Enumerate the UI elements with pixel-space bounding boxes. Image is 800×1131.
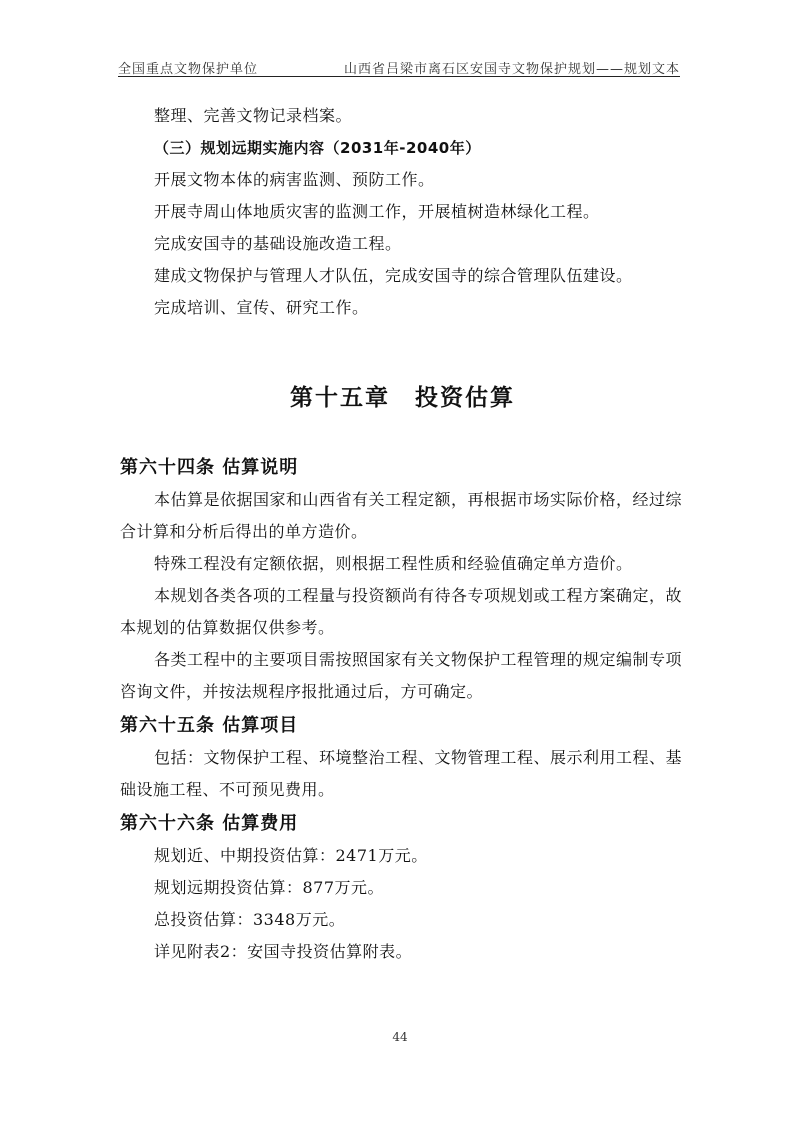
paragraph: 总投资估算：3348万元。 — [154, 910, 346, 929]
document-body — [120, 100, 685, 968]
paragraph: 详见附表2：安国寺投资估算附表。 — [154, 942, 413, 961]
paragraph: 整理、完善文物记录档案。 — [154, 106, 353, 125]
paragraph: 包括：文物保护工程、环境整治工程、文物管理工程、展示利用工程、基础设施工程、不可预见费用。 — [120, 748, 683, 799]
list-item: 完成培训、宣传、研究工作。 — [154, 298, 369, 317]
paragraph: 规划近、中期投资估算：2471万元。 — [154, 846, 428, 865]
article-65-title: 第六十五条 估算项目 — [120, 715, 299, 736]
list-item: 建成文物保护与管理人才队伍，完成安国寺的综合管理队伍建设。 — [154, 266, 633, 285]
paragraph: 各类工程中的主要项目需按照国家有关文物保护工程管理的规定编制专项咨询文件，并按法规程序报批通过后，方可确定。 — [120, 650, 683, 701]
page-header — [118, 56, 680, 77]
paragraph: 规划远期投资估算：877万元。 — [154, 878, 385, 897]
article-66-title: 第六十六条 估算费用 — [120, 813, 299, 834]
header-right-title: 山西省吕梁市离石区安国寺文物保护规划——规划文本 — [343, 62, 680, 77]
paragraph: 本估算是依据国家和山西省有关工程定额，再根据市场实际价格，经过综合计算和分析后得出的单方造价。 — [120, 490, 683, 541]
chapter-title: 第十五章 投资估算 — [290, 385, 515, 411]
paragraph: 特殊工程没有定额依据，则根据工程性质和经验值确定单方造价。 — [154, 554, 633, 573]
page-number: 44 — [392, 1030, 408, 1044]
list-item: 开展文物本体的病害监测、预防工作。 — [154, 170, 435, 189]
list-item: 完成安国寺的基础设施改造工程。 — [154, 234, 402, 253]
article-64-title: 第六十四条 估算说明 — [120, 457, 299, 478]
section-subheading: （三）规划远期实施内容（2031年-2040年） — [154, 139, 481, 157]
header-left-title: 全国重点文物保护单位 — [118, 62, 259, 77]
list-item: 开展寺周山体地质灾害的监测工作，开展植树造林绿化工程。 — [154, 202, 600, 221]
paragraph: 本规划各类各项的工程量与投资额尚有待各专项规划或工程方案确定，故本规划的估算数据仅供参考。 — [120, 586, 683, 637]
